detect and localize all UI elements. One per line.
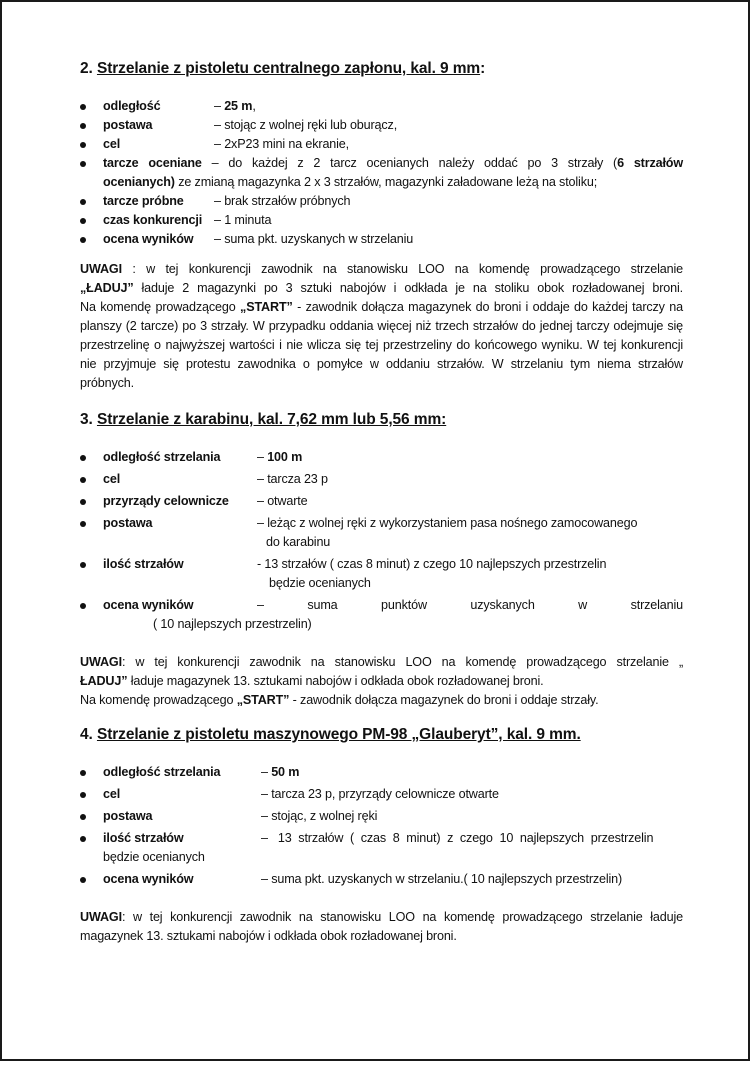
item-label: postawa xyxy=(103,516,153,530)
bullet-icon xyxy=(80,161,86,167)
item-label: ocena wyników xyxy=(103,232,194,246)
item-label: ocena wyników xyxy=(103,872,194,886)
document-content xyxy=(80,58,683,946)
bullet-icon xyxy=(80,521,86,527)
item-label: odległość strzelania xyxy=(103,765,221,779)
item-value: - 13 strzałów ( czas 8 minut) z czego 10 najlepszych przestrzelin będzie ocenianych xyxy=(257,557,607,590)
section-2-title: Strzelanie z pistoletu centralnego zapłonu, kal. 9 mm xyxy=(96,60,481,77)
section-3-number: 3. xyxy=(80,411,93,428)
item-value: – stojąc, z wolnej ręki xyxy=(261,809,378,823)
item-value: – tarcza 23 p xyxy=(257,472,328,486)
list-item xyxy=(80,596,683,634)
list-item xyxy=(80,192,683,211)
list-item xyxy=(80,763,683,782)
list-item xyxy=(80,97,683,116)
item-value: – suma pkt. uzyskanych w strzelaniu.( 10 najlepszych przestrzelin) xyxy=(261,872,623,886)
section-2-heading xyxy=(80,58,683,80)
item-label: postawa xyxy=(103,118,153,132)
item-value: – 2xP23 mini na ekranie, xyxy=(214,137,350,151)
bullet-icon xyxy=(80,104,86,110)
item-value: – leżąc z wolnej ręki z wykorzystaniem pasa nośnego zamocowanego do karabinu xyxy=(257,516,638,549)
item-value: tarcze oceniane – do każdej z 2 tarcz ocenianych należy oddać po 3 strzały (6 strzałów xyxy=(103,156,684,170)
section-3-list xyxy=(80,448,683,634)
item-value: ( 10 najlepszych przestrzelin) xyxy=(153,617,312,631)
bullet-icon xyxy=(80,792,86,798)
section-3-title: Strzelanie z karabinu, kal. 7,62 mm lub 5,56 mm: xyxy=(96,411,447,428)
list-item xyxy=(80,829,683,867)
list-item xyxy=(80,514,683,552)
section-3-heading xyxy=(80,409,683,431)
item-label: odległość xyxy=(103,99,161,113)
section-2-number: 2. xyxy=(80,60,93,77)
list-item xyxy=(80,555,683,593)
item-value: będzie ocenianych xyxy=(103,850,205,864)
section-4-notes: UWAGI: w tej konkurencji zawodnik na stanowisku LOO na komendę prowadzącego strzelanie ładuje magazynek 13. sztukami nabojów i odkłada obok rozładowanej broni. xyxy=(80,910,683,943)
section-4-list xyxy=(80,763,683,889)
bullet-icon xyxy=(80,218,86,224)
list-item xyxy=(80,807,683,826)
section-4-heading xyxy=(80,724,683,746)
list-item xyxy=(80,470,683,489)
item-value: – suma pkt. uzyskanych w strzelaniu xyxy=(214,232,414,246)
list-item xyxy=(80,492,683,511)
item-label: cel xyxy=(103,787,121,801)
item-label: tarcze próbne xyxy=(103,194,184,208)
item-value: – stojąc z wolnej ręki lub oburącz, xyxy=(214,118,398,132)
bullet-icon xyxy=(80,142,86,148)
item-value: – 13 strzałów ( czas 8 minut) z czego 10 najlepszych przestrzelin xyxy=(261,831,654,845)
bullet-icon xyxy=(80,499,86,505)
list-item xyxy=(80,211,683,230)
item-label: przyrządy celownicze xyxy=(103,494,229,508)
bullet-icon xyxy=(80,836,86,842)
item-value: – brak strzałów próbnych xyxy=(214,194,351,208)
bullet-icon xyxy=(80,123,86,129)
list-item xyxy=(80,870,683,889)
list-item xyxy=(80,135,683,154)
bullet-icon xyxy=(80,455,86,461)
list-item: tarcze oceniane – do każdej z 2 tarcz ocenianych należy oddać po 3 strzały (6 strzałów ocenianych) ze zmianą magazynka 2 x 3 strzałów, magazynki załadowane leżą na stoliku; xyxy=(80,154,683,192)
bullet-icon xyxy=(80,877,86,883)
bullet-icon xyxy=(80,814,86,820)
list-item xyxy=(80,448,683,467)
bullet-icon xyxy=(80,199,86,205)
section-2-colon: : xyxy=(480,60,486,77)
bullet-icon xyxy=(80,477,86,483)
item-value: – suma punktów uzyskanych w strzelaniu xyxy=(257,598,683,612)
list-item xyxy=(80,116,683,135)
item-label: ocena wyników xyxy=(103,598,194,612)
section-2-notes: UWAGI : w tej konkurencji zawodnik na stanowisku LOO na komendę prowadzącego strzelanie „ŁADUJ” ładuje 2 magazynki po 3 sztuki nabojów i odkłada je na stoliku obok rozładowanej broni. Na komendę prowadzącego „START” - zawodnik dołącza magazynek do broni i oddaje do każdej tarczy na planszy (2 tarcze) po 3 strzały. W przypadku oddania więcej niż trzech strzałów do jednej tarczy odejmuje się przestrzelinę o najwyższej wartości i nie wlicza się tej przestrzeliny do końcowego wyniku. W tej konkurencji nie przyjmuje się protestu zawodnika o pomyłce w oddaniu strzałów. W strzelaniu tym niema strzałów próbnych. xyxy=(80,262,683,390)
bullet-icon xyxy=(80,603,86,609)
section-2-list xyxy=(80,97,683,249)
item-label: cel xyxy=(103,472,121,486)
item-value: – otwarte xyxy=(257,494,308,508)
item-value: – 1 minuta xyxy=(214,213,272,227)
bullet-icon xyxy=(80,562,86,568)
section-4-number: 4. xyxy=(80,726,93,743)
item-value: – tarcza 23 p, przyrządy celownicze otwarte xyxy=(261,787,499,801)
item-label: ilość strzałów xyxy=(103,831,184,845)
list-item xyxy=(80,230,683,249)
item-label: czas konkurencji xyxy=(103,213,203,227)
bullet-icon xyxy=(80,237,86,243)
item-value: – 100 m xyxy=(257,450,303,464)
section-3-notes: UWAGI: w tej konkurencji zawodnik na stanowisku LOO na komendę prowadzącego strzelanie „ ŁADUJ” ładuje magazynek 13. sztukami nabojów i odkłada obok rozładowanej broni. Na komendę prowadzącego „START” - zawodnik dołącza magazynek do broni i oddaje strzały. xyxy=(80,655,683,707)
item-value: – 50 m xyxy=(261,765,300,779)
item-label: cel xyxy=(103,137,121,151)
item-value: – 25 m, xyxy=(214,99,256,113)
item-label: ilość strzałów xyxy=(103,557,184,571)
item-label: odległość strzelania xyxy=(103,450,221,464)
list-item xyxy=(80,785,683,804)
section-4-title: Strzelanie z pistoletu maszynowego PM-98 „Glauberyt”, kal. 9 mm. xyxy=(96,726,581,743)
item-label: postawa xyxy=(103,809,153,823)
bullet-icon xyxy=(80,770,86,776)
